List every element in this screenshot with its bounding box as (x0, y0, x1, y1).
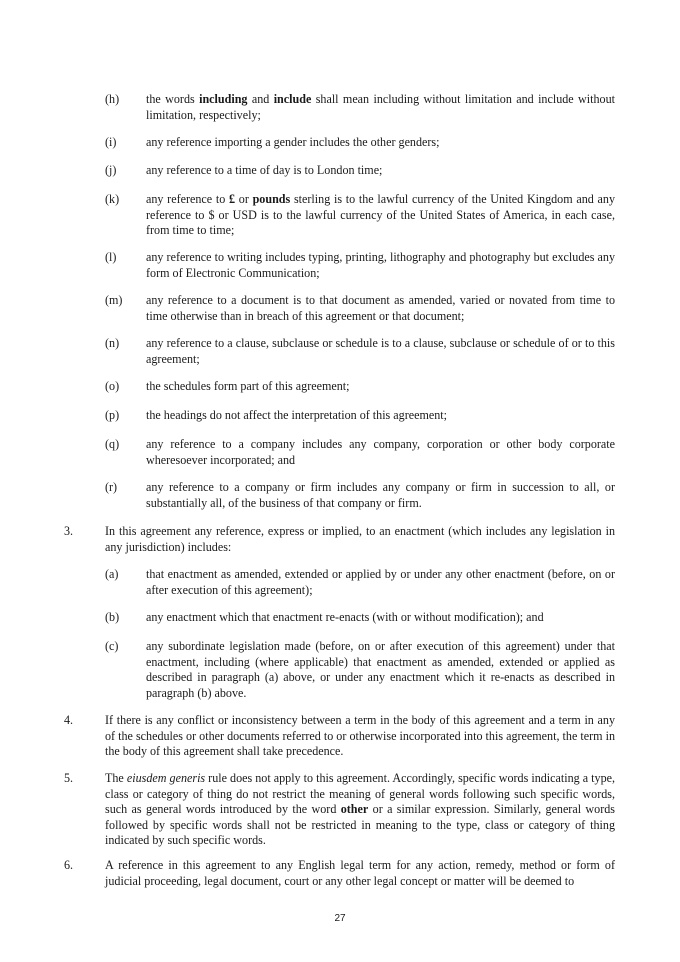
list-item (105, 250, 615, 281)
list-item-text: any enactment which that enactment re-enacts (with or without modification); and (146, 610, 544, 624)
list-marker: (o) (105, 379, 120, 393)
clause-number: 5. (64, 771, 74, 785)
list-item-text: the schedules form part of this agreement; (146, 379, 350, 393)
list-item-text: the headings do not affect the interpretation of this agreement; (146, 408, 448, 422)
list-item (105, 379, 615, 395)
page-number: 27 (334, 913, 346, 924)
list-item-text: any reference importing a gender includes the other genders; (146, 135, 440, 149)
list-marker: (l) (105, 250, 117, 264)
defined-term: pounds (252, 192, 291, 206)
list-item (105, 610, 615, 626)
list-item (105, 92, 615, 123)
list-marker: (i) (105, 135, 117, 149)
list-item-text: that enactment as amended, extended or applied by or under any other enactment (before, on or after execution of this agreement); (146, 567, 615, 597)
clause (64, 713, 615, 760)
list-marker: (n) (105, 336, 120, 350)
list-item (105, 135, 615, 151)
list-marker: (c) (105, 639, 119, 653)
list-marker: (r) (105, 480, 118, 494)
list-item-text: any reference to writing includes typing, printing, lithography and photography but excludes any form of Electronic Communication; (146, 250, 615, 280)
list-marker: (q) (105, 437, 120, 451)
list-item (105, 192, 615, 239)
defined-term: include (273, 92, 312, 106)
clause (64, 524, 615, 555)
list-item (105, 567, 615, 598)
clause-text: In this agreement any reference, express or implied, to an enactment (which includes any legislation in any jurisdiction) includes: (105, 524, 615, 554)
list-item (105, 437, 615, 468)
clause-number: 3. (64, 524, 74, 538)
list-item-text: any reference to a company includes any company, corporation or other body corporate wheresoever incorporated; and (146, 437, 615, 467)
list-item-text: any reference to a document is to that document as amended, varied or novated from time to time otherwise than in breach of this agreement or that document; (146, 293, 615, 323)
list-marker: (m) (105, 293, 123, 307)
list-item (105, 163, 615, 179)
list-marker: (h) (105, 92, 120, 106)
list-item (105, 293, 615, 324)
list-item (105, 408, 615, 424)
clause-text: If there is any conflict or inconsistency between a term in the body of this agreement and a term in any of the schedules or other documents referred to or otherwise incorporated into this agreement, the term in the body of this agreement shall take precedence. (105, 713, 615, 759)
clause (64, 771, 615, 849)
list-marker: (k) (105, 192, 120, 206)
defined-term: £ (229, 192, 236, 206)
list-item-text: any reference to a time of day is to London time; (146, 163, 383, 177)
list-item-text: any reference to a company or firm includes any company or firm in succession to all, or substantially all, of the business of that company or firm. (146, 480, 615, 510)
list-item (105, 480, 615, 511)
clause (64, 858, 615, 889)
list-item-text: any reference to a clause, subclause or schedule is to a clause, subclause or schedule of or to this agreement; (146, 336, 615, 366)
clause-text: A reference in this agreement to any English legal term for any action, remedy, method or form of judicial proceeding, legal document, court or any other legal concept or matter will be deemed to (105, 858, 615, 888)
defined-term: including (199, 92, 248, 106)
clause-number: 4. (64, 713, 74, 727)
list-item (105, 639, 615, 701)
clause-text: The eiusdem generis rule does not apply to this agreement. Accordingly, specific words indicating a type, class or category of thing do not restrict the meaning of general words following such specific words, such as general words introduced by the word other or a similar expression. Similarly, general words followed by specific words shall not be restricted in meaning to the type, class or category of thing indicated by such specific words. (105, 771, 616, 848)
list-item-text: any subordinate legislation made (before, on or after execution of this agreement) under that enactment, including (where applicable) that enactment as amended, extended or applied as described in paragraph (a) above, or under any enactment which it re-enacts as described in paragraph (b) above. (146, 639, 615, 700)
list-item-text: any reference to £ or pounds sterling is to the lawful currency of the United Kingdom and any reference to $ or USD is to the lawful currency of the United States of America, in each case, from time to time; (146, 192, 615, 238)
list-marker: (j) (105, 163, 117, 177)
clause-number: 6. (64, 858, 74, 872)
list-marker: (b) (105, 610, 120, 624)
defined-term: other (340, 802, 369, 817)
latin-term: eiusdem generis (126, 771, 206, 785)
list-marker: (p) (105, 408, 120, 422)
list-item (105, 336, 615, 367)
list-item-text: the words including and include shall mean including without limitation and include without limitation, respectively; (146, 92, 615, 122)
list-marker: (a) (105, 567, 119, 581)
